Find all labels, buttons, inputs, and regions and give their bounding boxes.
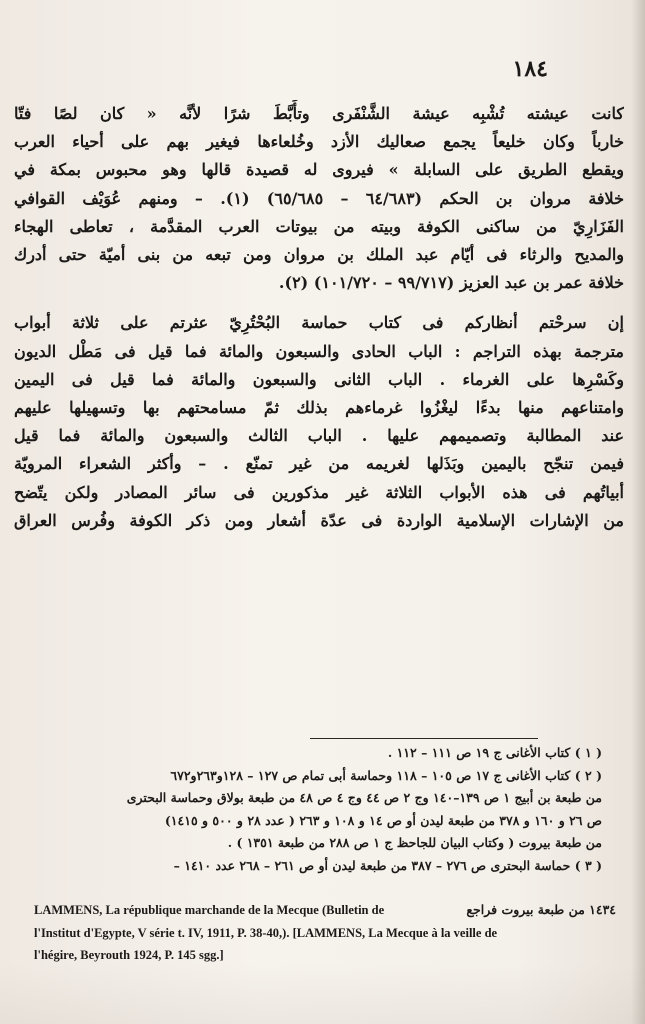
text-line: خلافة مروان بن الحكم (٦٤/٦٨٣ – ٦٥/٦٨٥) (١). – ومنهم عُوَيْف القوافي (14, 188, 624, 208)
latin-line (34, 899, 616, 922)
text-line: فيمن تنجّح باليمين وبَذَلها لغريمه من غير تمنّع . – وأكثر الشعراء المرويّة (14, 454, 624, 474)
latin-reference (34, 899, 616, 967)
latin-line-1: LAMMENS, La république marchande de la Mecque (Bulletin de (34, 903, 385, 917)
paragraph-gap (14, 297, 624, 309)
text-line: خلافة عمر بن عبد العزيز (٩٩/٧١٧ – ١٠١/٧٢٠) (٢). (278, 273, 624, 293)
footnote-line: ( ٣ ) حماسة البحترى ص ٢٧٦ – ٣٨٧ من طبعة ليدن أو ص ٢٦١ – ٢٦٨ عدد ١٤١٠ – (173, 857, 602, 873)
footnote-line: من طبعة بيروت ( وكتاب البيان للجاحظ ج ١ ص ٢٨٨ من طبعة ١٣٥١ ) . (227, 835, 602, 851)
text-line: كانت عيشته تُشْبِه عيشة الشَّنْفَرى وتأَبَّطَ شرًا لأنَّه « كان لصًا فتّا (14, 104, 624, 123)
footnote-divider (310, 738, 538, 739)
page-bottom-shadow (0, 964, 645, 1024)
footnote-line: من طبعة بن أبيج ١ ص ١٣٩–١٤٠ وج ٢ ص ٤٤ وج ٤ ص ٤٨ من طبعة بولاق وحماسة البحترى (126, 790, 602, 806)
text-line: خارباً وكان خليعاً يجمع صعاليك الأزد وخُلعاءها فيغير بهم على أحياء العرب (14, 132, 624, 152)
footnote-line: ص ٢٦ و ١٦٠ و ٣٧٨ من طبعة ليدن أو ص ١٤ و ١٠٨ و ٢٦٣ ( عدد ٢٨ و ٥٠٠ و ١٤١٥) (164, 812, 602, 828)
page-edge-shadow (631, 0, 645, 1024)
text-line: الفَزَارِيّ من ساكنى الكوفة وبيته من بيوتات العرب المقدَّمة ، تعاطى الهجاء (14, 216, 624, 236)
latin-line-2: l'Institut d'Egypte, V série t. IV, 1911, P. 38-40,). [LAMMENS, La Mecque à la veille de (34, 925, 498, 940)
text-line: إن سرحْتم أنظاركم فى كتاب حماسة البُحْتُرِيّ عثرتم على ثلاثة أبواب (14, 313, 624, 333)
footnotes (8, 742, 602, 878)
text-line: عند المطالبة وتصميمهم عليها . الباب الثالث والسبعون والمائة فما قيل (14, 426, 624, 446)
footnote-line: ( ٢ ) كتاب الأغانى ج ١٧ ص ١٠٥ – ١١٨ وحماسة أبى تمام ص ١٢٧ – ١٢٨و٢٦٣و٦٧٢ (170, 767, 602, 783)
footnote-line: ( ١ ) كتاب الأغانى ج ١٩ ص ١١١ – ١١٢ . (387, 745, 602, 760)
page-number: ١٨٤ (512, 56, 548, 82)
text-line: أبياتُهم فى هذه الأبواب الثلاثة غير مذكورين فى سائر المصادر ولكن يتّضح (14, 482, 624, 502)
text-line: مترجمة بهذه التراجم : الباب الحادى والسبعون والمائة فما قيل فى مَطْل الديون (14, 341, 624, 361)
main-text (14, 100, 624, 535)
text-line: ويقطع الطريق على السابلة » فيروى له قصيدة قالها وهو محبوس بمكة في (14, 160, 624, 180)
text-line: وامتناعهم منها بدءًا ليغْزُوا غرماءهم بذلك ثمّ مسامحتهم بها وتسهيلها عليهم (14, 398, 624, 418)
text-line: وكَسْرِها على الغرماء . الباب الثانى والسبعون والمائة فما قيل فى اليمين (14, 369, 624, 389)
text-line: والمديح والرثاء فى أيّام عبد الملك بن مروان ومن تبعه من بنى أميّة حتى أدرك (14, 245, 624, 265)
text-line: من الإشارات الإسلامية الواردة فى عدّة أشعار ومن ذكر الكوفة وفُرس العراق (14, 510, 624, 530)
latin-line-3: l'hégire, Beyrouth 1924, P. 145 sgg.] (34, 948, 224, 963)
arabic-prefix: ١٤٣٤ من طبعة بيروت فراجع (466, 902, 616, 917)
